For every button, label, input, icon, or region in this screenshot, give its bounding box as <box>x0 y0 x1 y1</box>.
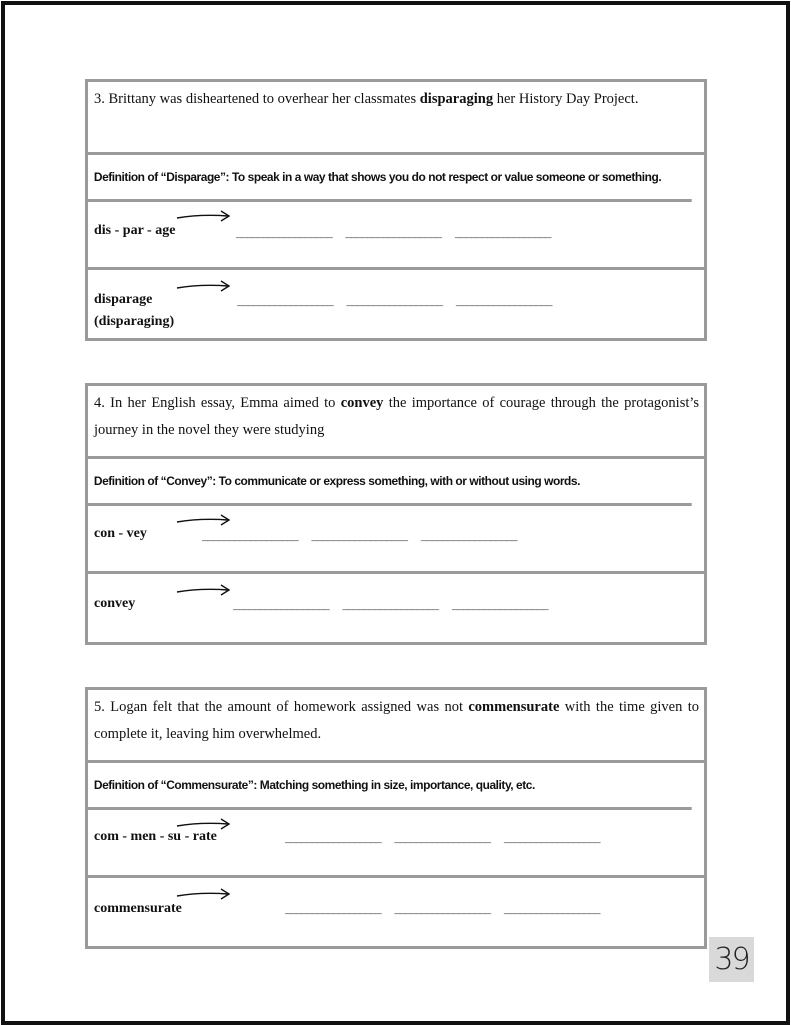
answer-blank[interactable]: __________________ <box>503 834 600 846</box>
page-number: 39 <box>709 937 754 982</box>
arrow-icon <box>176 584 232 598</box>
answer-blank[interactable]: __________________ <box>202 532 298 544</box>
syllables-label: com - men - su - rate <box>94 829 217 844</box>
word-row <box>88 574 704 642</box>
word-label: commensurate <box>94 901 182 916</box>
definition: Definition of “Commensurate”: Matching something in size, importance, quality, etc. <box>88 763 692 810</box>
word-row <box>88 270 704 338</box>
answer-blank[interactable]: __________________ <box>451 601 548 613</box>
answer-blank[interactable]: __________________ <box>237 297 333 309</box>
answer-blank[interactable]: __________________ <box>345 229 441 241</box>
arrow-icon <box>176 818 232 832</box>
exercise-5 <box>85 687 707 949</box>
answer-blank[interactable]: __________________ <box>455 297 552 309</box>
answer-blank[interactable]: __________________ <box>311 532 407 544</box>
answer-blank[interactable]: __________________ <box>346 297 442 309</box>
vocab-word-bold: commensurate <box>468 699 560 715</box>
arrow-icon <box>176 514 232 528</box>
answer-blank[interactable]: __________________ <box>236 229 332 241</box>
answer-blank[interactable]: __________________ <box>342 601 438 613</box>
vocab-word-bold: convey <box>340 395 384 411</box>
exercise-sentence: 5. Logan felt that the amount of homework assigned was not commensurate with the time given to complete it, leaving him overwhelmed. <box>88 690 704 763</box>
syllables-label: con - vey <box>94 526 147 541</box>
answer-blanks[interactable] <box>237 297 565 309</box>
definition: Definition of “Convey”: To communicate or express something, with or without using words. <box>88 459 692 506</box>
arrow-icon <box>176 280 232 294</box>
vocab-word-bold: disparaging <box>419 91 494 107</box>
answer-blank[interactable]: __________________ <box>233 601 329 613</box>
exercise-sentence: 3. Brittany was disheartened to overhear her classmates disparaging her History Day Project. <box>88 82 704 155</box>
exercise-4 <box>85 383 707 645</box>
syllables-row <box>88 810 704 878</box>
syllables-label: dis - par - age <box>94 223 176 238</box>
answer-blank[interactable]: __________________ <box>394 834 490 846</box>
answer-blanks[interactable] <box>285 834 613 846</box>
exercise-sentence: 4. In her English essay, Emma aimed to convey the importance of courage through the protagonist’s journey in the novel they were studying <box>88 386 704 459</box>
definition: Definition of “Disparage”: To speak in a way that shows you do not respect or value someone or something. <box>88 155 692 202</box>
answer-blanks[interactable] <box>285 905 613 917</box>
exercise-3 <box>85 79 707 341</box>
syllables-row <box>88 202 704 270</box>
arrow-icon <box>176 888 232 902</box>
answer-blank[interactable]: __________________ <box>285 905 381 917</box>
answer-blank[interactable]: __________________ <box>285 834 381 846</box>
word-row <box>88 878 704 946</box>
answer-blank[interactable]: __________________ <box>420 532 517 544</box>
answer-blanks[interactable] <box>233 601 561 613</box>
word-label: convey <box>94 596 136 611</box>
answer-blank[interactable]: __________________ <box>503 905 600 917</box>
answer-blank[interactable]: __________________ <box>454 229 551 241</box>
syllables-row <box>88 506 704 574</box>
arrow-icon <box>176 210 232 224</box>
answer-blank[interactable]: __________________ <box>394 905 490 917</box>
answer-blanks[interactable] <box>202 532 530 544</box>
answer-blanks[interactable] <box>236 229 564 241</box>
word-form-label: (disparaging) <box>94 314 175 329</box>
word-label: disparage (disparaging) <box>94 292 175 329</box>
